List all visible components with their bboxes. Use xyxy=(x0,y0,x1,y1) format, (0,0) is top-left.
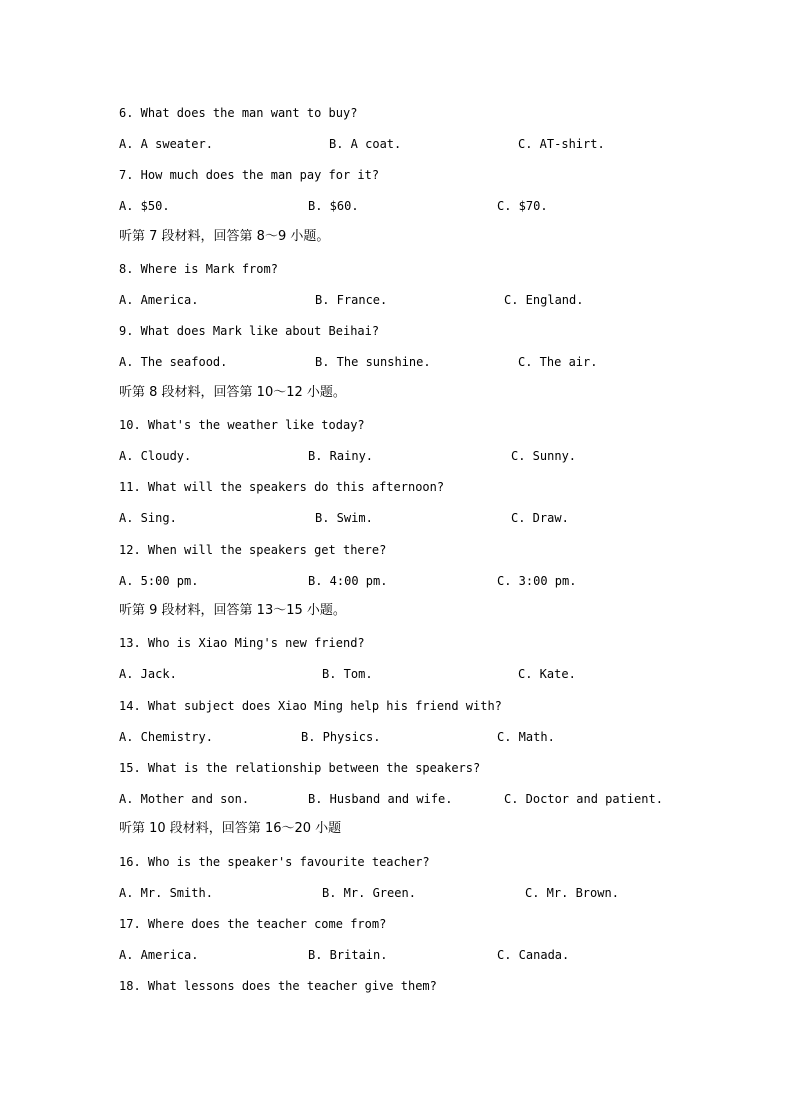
section-heading-8: 听第 8 段材料，回答第 10～12 小题。 xyxy=(119,385,346,400)
question-18: 18. What lessons does the teacher give them? xyxy=(119,979,437,993)
option-c: C. England. xyxy=(504,293,584,307)
option-a: A. America. xyxy=(119,293,199,307)
question-15: 15. What is the relationship between the speakers? xyxy=(119,761,481,775)
question-9: 9. What does Mark like about Beihai? xyxy=(119,324,380,338)
question-12: 12. When will the speakers get there? xyxy=(119,543,387,557)
option-c: C. The air. xyxy=(518,355,598,369)
options-row-11 xyxy=(119,510,719,526)
question-10: 10. What's the weather like today? xyxy=(119,418,365,432)
option-a: A. Jack. xyxy=(119,667,177,681)
options-row-12 xyxy=(119,573,719,589)
option-a: A. Sing. xyxy=(119,511,177,525)
option-b: B. $60. xyxy=(308,199,359,213)
option-a: A. America. xyxy=(119,948,199,962)
options-row-6 xyxy=(119,136,719,152)
option-c: C. Canada. xyxy=(497,948,570,962)
question-16: 16. Who is the speaker's favourite teacher? xyxy=(119,855,430,869)
question-13: 13. Who is Xiao Ming's new friend? xyxy=(119,636,365,650)
option-a: A. Cloudy. xyxy=(119,449,192,463)
option-b: B. Tom. xyxy=(322,667,373,681)
question-6: 6. What does the man want to buy? xyxy=(119,106,358,120)
option-a: A. The seafood. xyxy=(119,355,228,369)
option-b: B. Mr. Green. xyxy=(322,886,416,900)
option-c: C. Sunny. xyxy=(511,449,577,463)
options-row-7 xyxy=(119,198,719,214)
section-heading-10: 听第 10 段材料，回答第 16～20 小题 xyxy=(119,821,342,836)
option-a: A. 5:00 pm. xyxy=(119,574,199,588)
section-heading-7: 听第 7 段材料，回答第 8～9 小题。 xyxy=(119,229,330,244)
options-row-14 xyxy=(119,729,719,745)
option-b: B. Swim. xyxy=(315,511,373,525)
options-row-13 xyxy=(119,666,719,682)
section-heading-9: 听第 9 段材料，回答第 13～15 小题。 xyxy=(119,603,346,618)
option-c: C. Kate. xyxy=(518,667,576,681)
option-c: C. Draw. xyxy=(511,511,569,525)
option-b: B. Rainy. xyxy=(308,449,374,463)
options-row-9 xyxy=(119,354,719,370)
options-row-10 xyxy=(119,448,719,464)
option-a: A. A sweater. xyxy=(119,137,213,151)
option-c: C. $70. xyxy=(497,199,548,213)
question-8: 8. Where is Mark from? xyxy=(119,262,278,276)
option-b: B. The sunshine. xyxy=(315,355,431,369)
option-c: C. Mr. Brown. xyxy=(525,886,619,900)
question-17: 17. Where does the teacher come from? xyxy=(119,917,387,931)
option-b: B. 4:00 pm. xyxy=(308,574,388,588)
options-row-8 xyxy=(119,292,719,308)
option-c: C. 3:00 pm. xyxy=(497,574,577,588)
option-a: A. $50. xyxy=(119,199,170,213)
question-7: 7. How much does the man pay for it? xyxy=(119,168,380,182)
question-14: 14. What subject does Xiao Ming help his friend with? xyxy=(119,699,502,713)
option-b: B. France. xyxy=(315,293,388,307)
options-row-16 xyxy=(119,885,719,901)
option-c: C. AT-shirt. xyxy=(518,137,605,151)
question-11: 11. What will the speakers do this afternoon? xyxy=(119,480,445,494)
option-b: B. Husband and wife. xyxy=(308,792,453,806)
option-c: C. Doctor and patient. xyxy=(504,792,663,806)
option-b: B. Britain. xyxy=(308,948,388,962)
option-a: A. Chemistry. xyxy=(119,730,213,744)
option-a: A. Mr. Smith. xyxy=(119,886,213,900)
option-a: A. Mother and son. xyxy=(119,792,250,806)
options-row-17 xyxy=(119,947,719,963)
option-b: B. A coat. xyxy=(329,137,402,151)
option-b: B. Physics. xyxy=(301,730,381,744)
option-c: C. Math. xyxy=(497,730,555,744)
options-row-15 xyxy=(119,791,719,807)
